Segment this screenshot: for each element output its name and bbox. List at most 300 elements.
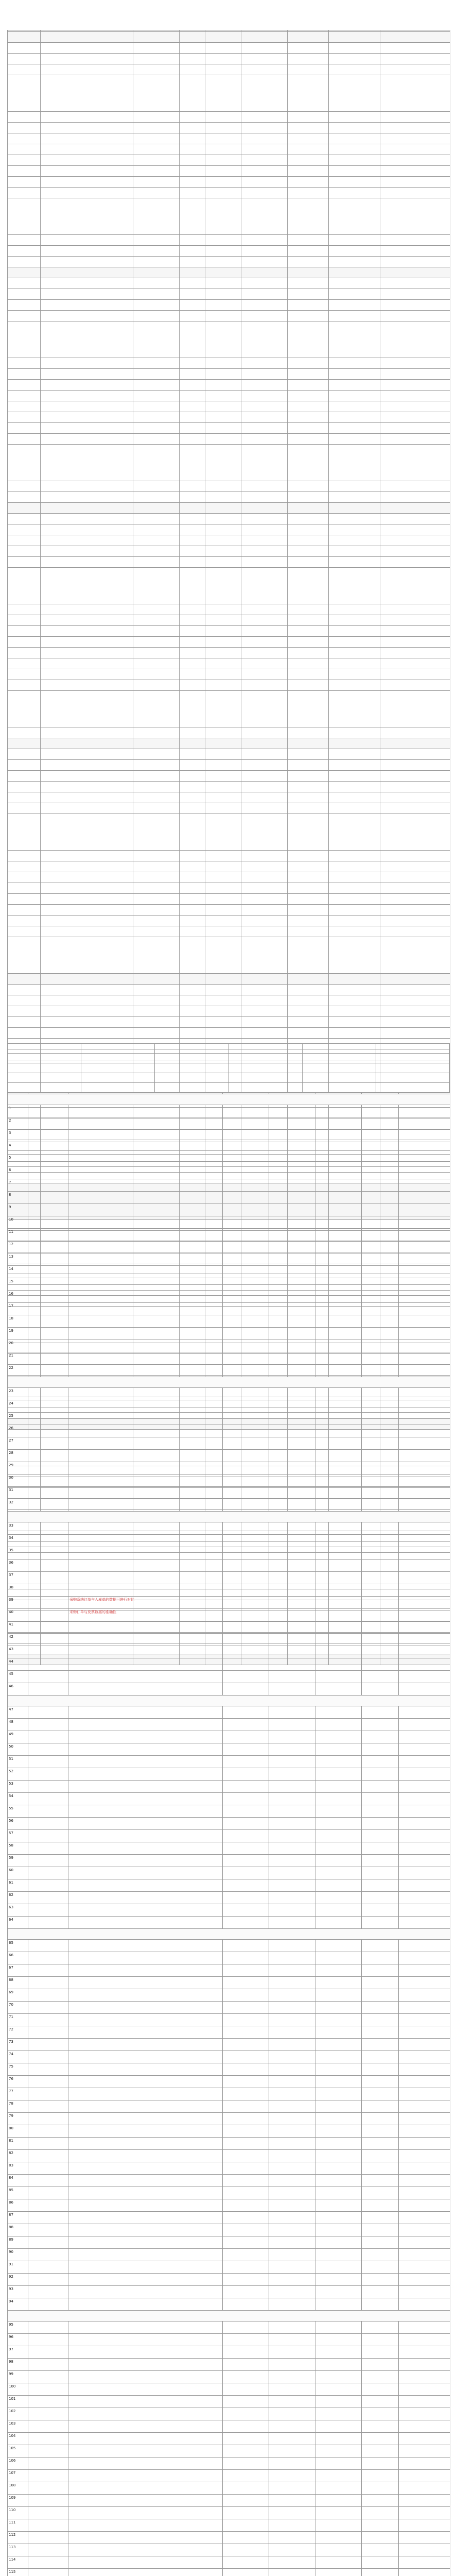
checklist-cell bbox=[205, 503, 241, 514]
detail-cell bbox=[28, 2014, 68, 2026]
detail-cell bbox=[223, 1475, 269, 1487]
detail-cell bbox=[269, 1142, 315, 1155]
detail-row bbox=[8, 1768, 450, 1781]
checklist-row bbox=[8, 503, 450, 514]
detail-cell bbox=[399, 2544, 450, 2556]
checklist-cell bbox=[329, 615, 380, 626]
detail-cell: 7 bbox=[8, 1179, 28, 1192]
checklist-cell bbox=[288, 905, 329, 916]
detail-cell bbox=[28, 1303, 68, 1315]
detail-cell bbox=[269, 1216, 315, 1229]
checklist-cell bbox=[41, 995, 133, 1006]
detail-cell bbox=[68, 1904, 223, 1917]
detail-cell bbox=[28, 1475, 68, 1487]
checklist-cell bbox=[380, 246, 450, 257]
detail-row bbox=[8, 2014, 450, 2026]
checklist-cell bbox=[241, 300, 288, 311]
checklist-cell bbox=[205, 188, 241, 198]
checklist-cell bbox=[329, 691, 380, 727]
detail-cell: 4 bbox=[8, 1142, 28, 1155]
checklist-row bbox=[8, 144, 450, 155]
checklist-cell bbox=[133, 749, 180, 760]
detail-cell bbox=[28, 1167, 68, 1179]
checklist-row bbox=[8, 727, 450, 738]
detail-cell bbox=[362, 2298, 399, 2311]
detail-row bbox=[8, 1818, 450, 1830]
checklist-cell bbox=[41, 369, 133, 380]
checklist-cell bbox=[205, 246, 241, 257]
detail-cell bbox=[223, 2002, 269, 2014]
checklist-cell bbox=[133, 861, 180, 872]
detail-row bbox=[8, 1475, 450, 1487]
checklist-cell bbox=[288, 514, 329, 524]
checklist-cell bbox=[133, 391, 180, 401]
summary-cell bbox=[228, 1054, 302, 1063]
detail-cell bbox=[362, 2556, 399, 2569]
detail-cell bbox=[68, 1179, 223, 1192]
detail-cell: 78 bbox=[8, 2100, 28, 2113]
detail-cell bbox=[269, 1352, 315, 1365]
checklist-cell bbox=[380, 123, 450, 133]
detail-cell bbox=[269, 1621, 315, 1634]
detail-cell bbox=[223, 1253, 269, 1266]
detail-group-row bbox=[8, 1696, 450, 1706]
detail-cell bbox=[68, 1216, 223, 1229]
detail-cell bbox=[269, 1450, 315, 1462]
detail-cell bbox=[68, 1192, 223, 1204]
detail-cell bbox=[28, 1487, 68, 1499]
detail-cell bbox=[68, 1437, 223, 1450]
detail-cell: 31 bbox=[8, 1487, 28, 1499]
detail-cell bbox=[399, 1731, 450, 1743]
checklist-cell bbox=[133, 905, 180, 916]
detail-cell bbox=[362, 1731, 399, 1743]
detail-cell: 72 bbox=[8, 2026, 28, 2039]
detail-row bbox=[8, 2396, 450, 2408]
detail-cell bbox=[362, 1413, 399, 1425]
detail-cell bbox=[399, 2433, 450, 2445]
detail-cell bbox=[223, 2175, 269, 2187]
summary-row bbox=[8, 1083, 450, 1093]
checklist-cell bbox=[380, 54, 450, 64]
detail-row bbox=[8, 1450, 450, 1462]
detail-row bbox=[8, 2470, 450, 2482]
detail-cell bbox=[315, 1609, 362, 1621]
checklist-cell bbox=[205, 916, 241, 926]
checklist-cell bbox=[288, 803, 329, 814]
detail-cell bbox=[28, 1535, 68, 1547]
checklist-cell bbox=[288, 311, 329, 321]
detail-cell bbox=[269, 2420, 315, 2433]
detail-row bbox=[8, 1621, 450, 1634]
detail-cell bbox=[315, 1879, 362, 1892]
checklist-cell bbox=[180, 380, 205, 391]
detail-cell bbox=[223, 1743, 269, 1756]
detail-cell bbox=[269, 1522, 315, 1535]
checklist-cell bbox=[133, 760, 180, 771]
detail-cell bbox=[269, 2321, 315, 2334]
checklist-cell bbox=[329, 738, 380, 749]
detail-cell: 43 bbox=[8, 1646, 28, 1658]
checklist-cell bbox=[8, 246, 41, 257]
checklist-cell bbox=[380, 727, 450, 738]
detail-cell bbox=[269, 1793, 315, 1805]
checklist-cell bbox=[180, 503, 205, 514]
detail-cell bbox=[399, 1303, 450, 1315]
detail-cell: 21 bbox=[8, 1352, 28, 1365]
detail-cell bbox=[28, 2039, 68, 2051]
detail-cell bbox=[223, 1278, 269, 1291]
detail-cell bbox=[399, 2286, 450, 2298]
detail-row bbox=[8, 1241, 450, 1253]
detail-row bbox=[8, 2039, 450, 2051]
detail-cell: 42 bbox=[8, 1634, 28, 1646]
detail-cell bbox=[28, 1892, 68, 1904]
checklist-row bbox=[8, 604, 450, 615]
detail-cell bbox=[315, 1989, 362, 2002]
detail-cell bbox=[68, 2519, 223, 2532]
checklist-row bbox=[8, 434, 450, 445]
detail-cell: 49 bbox=[8, 1731, 28, 1743]
detail-row bbox=[8, 1425, 450, 1437]
checklist-cell bbox=[41, 883, 133, 894]
detail-cell bbox=[223, 2138, 269, 2150]
detail-cell bbox=[399, 1462, 450, 1475]
detail-cell bbox=[28, 2113, 68, 2125]
detail-cell bbox=[269, 1560, 315, 1572]
checklist-row bbox=[8, 680, 450, 691]
detail-cell bbox=[68, 1155, 223, 1167]
checklist-cell bbox=[133, 814, 180, 851]
detail-cell bbox=[399, 2063, 450, 2076]
detail-cell bbox=[362, 2125, 399, 2138]
detail-cell bbox=[399, 2371, 450, 2383]
detail-cell: 94 bbox=[8, 2298, 28, 2311]
checklist-cell bbox=[329, 557, 380, 568]
detail-cell: 82 bbox=[8, 2150, 28, 2162]
checklist-cell bbox=[380, 524, 450, 535]
checklist-cell bbox=[241, 43, 288, 54]
detail-cell bbox=[399, 1597, 450, 1609]
detail-cell bbox=[223, 1793, 269, 1805]
detail-cell bbox=[399, 1977, 450, 1989]
checklist-cell bbox=[380, 1017, 450, 1028]
detail-cell bbox=[362, 1904, 399, 1917]
checklist-cell bbox=[288, 177, 329, 188]
detail-cell bbox=[28, 1266, 68, 1278]
detail-cell bbox=[28, 1781, 68, 1793]
detail-cell bbox=[362, 1117, 399, 1130]
detail-cell bbox=[315, 1756, 362, 1768]
detail-cell bbox=[68, 1940, 223, 1952]
detail-cell: 14 bbox=[8, 1266, 28, 1278]
checklist-cell bbox=[133, 64, 180, 75]
detail-cell bbox=[269, 1879, 315, 1892]
detail-cell bbox=[399, 2321, 450, 2334]
checklist-cell bbox=[288, 257, 329, 267]
detail-cell bbox=[223, 2199, 269, 2212]
checklist-cell bbox=[288, 985, 329, 995]
detail-cell bbox=[315, 1719, 362, 1731]
checklist-cell bbox=[205, 380, 241, 391]
detail-cell bbox=[68, 2445, 223, 2458]
detail-cell bbox=[315, 2261, 362, 2274]
checklist-cell bbox=[8, 64, 41, 75]
detail-cell: 45 bbox=[8, 1671, 28, 1683]
detail-cell bbox=[362, 1192, 399, 1204]
checklist-cell bbox=[205, 321, 241, 358]
detail-cell bbox=[315, 1646, 362, 1658]
checklist-row bbox=[8, 894, 450, 905]
checklist-cell bbox=[241, 985, 288, 995]
detail-row bbox=[8, 1130, 450, 1142]
checklist-cell bbox=[380, 278, 450, 289]
checklist-cell bbox=[180, 1017, 205, 1028]
checklist-cell bbox=[380, 803, 450, 814]
detail-cell bbox=[399, 1964, 450, 1977]
detail-row bbox=[8, 1634, 450, 1646]
checklist-cell bbox=[205, 133, 241, 144]
checklist-cell bbox=[133, 144, 180, 155]
detail-cell: 34 bbox=[8, 1535, 28, 1547]
checklist-row bbox=[8, 54, 450, 64]
checklist-cell bbox=[288, 155, 329, 166]
checklist-cell bbox=[180, 481, 205, 492]
detail-cell bbox=[399, 1105, 450, 1117]
detail-group-label bbox=[8, 1377, 450, 1388]
detail-cell bbox=[68, 2544, 223, 2556]
detail-cell bbox=[223, 2433, 269, 2445]
detail-cell bbox=[269, 2063, 315, 2076]
detail-row bbox=[8, 1291, 450, 1303]
checklist-cell bbox=[241, 535, 288, 546]
checklist-cell bbox=[241, 568, 288, 604]
detail-cell bbox=[269, 2408, 315, 2420]
checklist-cell bbox=[180, 300, 205, 311]
checklist-cell bbox=[180, 177, 205, 188]
detail-cell bbox=[315, 2039, 362, 2051]
detail-cell bbox=[399, 1179, 450, 1192]
checklist-cell bbox=[205, 557, 241, 568]
detail-cell bbox=[362, 1793, 399, 1805]
checklist-cell bbox=[329, 492, 380, 503]
checklist-cell bbox=[288, 112, 329, 123]
detail-row bbox=[8, 1437, 450, 1450]
detail-cell bbox=[399, 1719, 450, 1731]
checklist-cell bbox=[329, 1028, 380, 1039]
detail-cell bbox=[68, 1892, 223, 1904]
detail-cell bbox=[223, 2334, 269, 2346]
detail-cell bbox=[399, 2346, 450, 2359]
detail-cell bbox=[28, 1805, 68, 1818]
checklist-cell bbox=[241, 637, 288, 648]
detail-cell bbox=[362, 2076, 399, 2088]
checklist-cell bbox=[41, 916, 133, 926]
detail-cell bbox=[315, 1572, 362, 1584]
detail-cell bbox=[399, 2408, 450, 2420]
detail-cell: 66 bbox=[8, 1952, 28, 1964]
detail-row bbox=[8, 1499, 450, 1512]
detail-cell bbox=[223, 1216, 269, 1229]
detail-cell bbox=[68, 1855, 223, 1867]
detail-cell: 85 bbox=[8, 2187, 28, 2199]
detail-cell: 79 bbox=[8, 2113, 28, 2125]
checklist-row bbox=[8, 75, 450, 112]
checklist-row bbox=[8, 445, 450, 481]
checklist-cell bbox=[205, 278, 241, 289]
detail-cell bbox=[28, 1437, 68, 1450]
checklist-cell bbox=[241, 937, 288, 974]
checklist-cell bbox=[241, 872, 288, 883]
detail-row bbox=[8, 1204, 450, 1216]
detail-cell bbox=[68, 1683, 223, 1696]
checklist-cell bbox=[329, 514, 380, 524]
checklist-cell bbox=[288, 358, 329, 369]
detail-cell bbox=[362, 1450, 399, 1462]
detail-cell: 87 bbox=[8, 2212, 28, 2224]
checklist-cell bbox=[8, 760, 41, 771]
checklist-cell bbox=[8, 535, 41, 546]
detail-cell bbox=[362, 1940, 399, 1952]
detail-cell bbox=[362, 2371, 399, 2383]
checklist-cell bbox=[133, 380, 180, 391]
checklist-cell bbox=[180, 691, 205, 727]
detail-cell bbox=[28, 2507, 68, 2519]
checklist-cell bbox=[180, 278, 205, 289]
detail-cell bbox=[269, 2544, 315, 2556]
detail-cell bbox=[68, 1291, 223, 1303]
checklist-cell bbox=[288, 615, 329, 626]
checklist-cell bbox=[241, 648, 288, 658]
detail-cell bbox=[269, 1719, 315, 1731]
detail-cell bbox=[399, 2420, 450, 2433]
checklist-cell bbox=[241, 481, 288, 492]
checklist-row bbox=[8, 514, 450, 524]
detail-cell bbox=[399, 1756, 450, 1768]
checklist-cell bbox=[41, 792, 133, 803]
checklist-cell bbox=[380, 445, 450, 481]
checklist-cell bbox=[241, 792, 288, 803]
detail-cell bbox=[315, 2396, 362, 2408]
checklist-cell bbox=[288, 300, 329, 311]
checklist-cell bbox=[133, 166, 180, 177]
detail-cell bbox=[399, 2175, 450, 2187]
detail-cell bbox=[362, 1756, 399, 1768]
detail-cell bbox=[223, 1964, 269, 1977]
checklist-row bbox=[8, 321, 450, 358]
detail-cell bbox=[399, 2236, 450, 2249]
checklist-cell bbox=[133, 535, 180, 546]
detail-cell bbox=[315, 2236, 362, 2249]
checklist-cell bbox=[133, 112, 180, 123]
checklist-cell bbox=[8, 311, 41, 321]
detail-row bbox=[8, 1964, 450, 1977]
checklist-cell bbox=[329, 434, 380, 445]
detail-cell bbox=[223, 1142, 269, 1155]
detail-cell bbox=[68, 1952, 223, 1964]
detail-cell bbox=[223, 2569, 269, 2576]
detail-cell bbox=[315, 1475, 362, 1487]
detail-row bbox=[8, 1952, 450, 1964]
detail-cell bbox=[399, 2014, 450, 2026]
checklist-cell bbox=[241, 246, 288, 257]
detail-cell bbox=[68, 2236, 223, 2249]
detail-row bbox=[8, 1400, 450, 1413]
detail-cell bbox=[362, 1522, 399, 1535]
detail-cell bbox=[68, 2162, 223, 2175]
detail-cell bbox=[399, 1867, 450, 1879]
detail-row bbox=[8, 1842, 450, 1855]
detail-cell bbox=[315, 1818, 362, 1830]
checklist-cell bbox=[329, 626, 380, 637]
detail-cell bbox=[399, 1855, 450, 1867]
checklist-cell bbox=[380, 75, 450, 112]
detail-cell: 52 bbox=[8, 1768, 28, 1781]
detail-row bbox=[8, 1917, 450, 1929]
checklist-cell bbox=[41, 626, 133, 637]
checklist-cell bbox=[133, 680, 180, 691]
detail-cell bbox=[68, 2100, 223, 2113]
checklist-cell bbox=[288, 937, 329, 974]
detail-group-label bbox=[8, 2311, 450, 2321]
detail-cell bbox=[223, 1584, 269, 1597]
detail-cell bbox=[399, 1450, 450, 1462]
detail-cell bbox=[223, 2125, 269, 2138]
checklist-cell bbox=[133, 524, 180, 535]
detail-cell bbox=[28, 1830, 68, 1842]
detail-cell bbox=[68, 1266, 223, 1278]
checklist-cell bbox=[205, 691, 241, 727]
detail-cell bbox=[269, 2175, 315, 2187]
detail-cell bbox=[362, 1303, 399, 1315]
checklist-cell bbox=[180, 155, 205, 166]
detail-cell: 76 bbox=[8, 2076, 28, 2088]
detail-cell bbox=[362, 1142, 399, 1155]
checklist-cell bbox=[41, 926, 133, 937]
detail-cell bbox=[68, 2334, 223, 2346]
detail-cell: 15 bbox=[8, 1278, 28, 1291]
detail-cell bbox=[399, 1437, 450, 1450]
detail-cell bbox=[28, 2125, 68, 2138]
checklist-cell bbox=[288, 604, 329, 615]
detail-cell bbox=[269, 2556, 315, 2569]
detail-cell bbox=[269, 2298, 315, 2311]
detail-cell bbox=[223, 1892, 269, 1904]
checklist-cell bbox=[241, 133, 288, 144]
checklist-cell bbox=[41, 691, 133, 727]
detail-cell bbox=[315, 2383, 362, 2396]
detail-cell: 65 bbox=[8, 1940, 28, 1952]
checklist-cell bbox=[241, 278, 288, 289]
detail-cell bbox=[28, 1192, 68, 1204]
checklist-cell bbox=[41, 155, 133, 166]
detail-cell bbox=[269, 1291, 315, 1303]
detail-row bbox=[8, 2187, 450, 2199]
detail-cell bbox=[68, 1475, 223, 1487]
detail-cell bbox=[399, 1117, 450, 1130]
detail-cell bbox=[223, 1879, 269, 1892]
checklist-cell bbox=[288, 557, 329, 568]
checklist-cell bbox=[205, 112, 241, 123]
detail-cell bbox=[68, 1450, 223, 1462]
detail-row bbox=[8, 1609, 450, 1621]
checklist-cell bbox=[380, 792, 450, 803]
summary-cell bbox=[228, 1073, 302, 1083]
checklist-cell bbox=[380, 311, 450, 321]
checklist-cell bbox=[8, 861, 41, 872]
checklist-cell bbox=[133, 985, 180, 995]
detail-cell bbox=[68, 1621, 223, 1634]
